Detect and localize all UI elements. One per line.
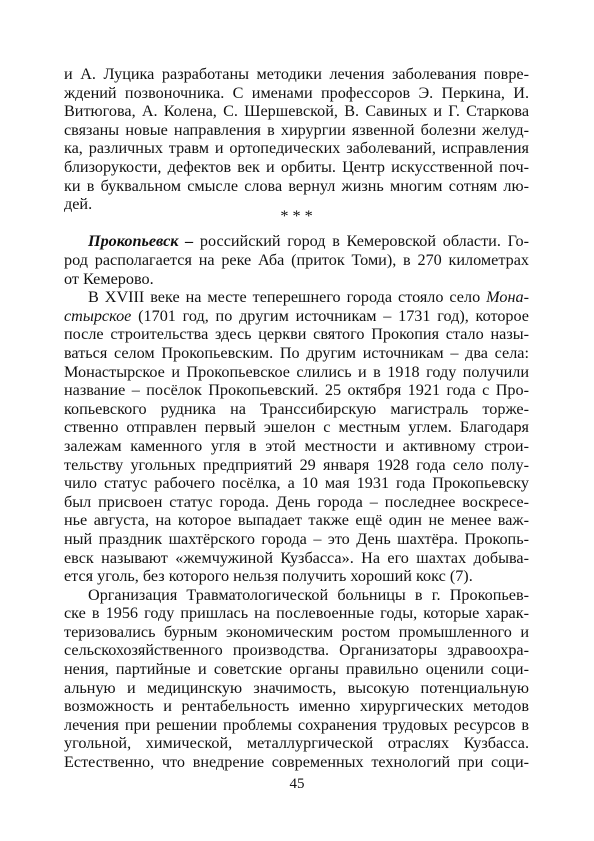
text-line: нье августа, на которое выпадает также ещё один не менее важ- — [64, 511, 529, 530]
text-fragment: (1701 год, по другим источникам – 1731 год), которое — [131, 306, 529, 325]
text-line — [64, 306, 529, 326]
text-line: возможность и рентабельность именно хирургических методов — [64, 697, 529, 716]
page-number: 45 — [289, 776, 305, 792]
text-line: близорукости, дефектов век и орбиты. Центр искусственной поч- — [64, 158, 529, 176]
text-line: ственно отправлен первый эшелон с местным углем. Благодаря — [64, 418, 529, 437]
text-line: ется уголь, без которого нельзя получить хороший кокс (7). — [64, 567, 473, 586]
text-line: нения, партийные и советские органы правильно оценили соци- — [64, 660, 529, 678]
text-line: залежам каменного угля в этой местности и активному строи- — [64, 436, 529, 455]
text-line — [88, 287, 529, 307]
text-line: ваться селом Прокопьевским. По другим источникам – два села: — [64, 343, 529, 362]
text-line: сельскохозяйственного производства. Организаторы здравоохра- — [64, 641, 529, 660]
italic-term: Мона- — [486, 288, 529, 307]
text-line: ске в 1956 году пришлась на послевоенные годы, которые харак- — [64, 604, 529, 623]
text-line: был присвоен статус города. День города – последнее воскресе- — [64, 492, 529, 511]
text-line: ка, различных травм и ортопедических заболеваний, исправления — [64, 139, 529, 158]
text-line: название – посёлок Прокопьевский. 25 октября 1921 года с Про- — [64, 381, 529, 400]
text-line: род располагается на реке Аба (приток Томи), в 270 километрах — [64, 250, 529, 269]
text-line: и А. Луцика разработаны методики лечения заболевания повре- — [64, 65, 529, 83]
text-line: евск называют «жемчужиной Кузбасса». На его шахтах добыва- — [64, 548, 529, 567]
text-line: Естественно, что внедрение современных технологий при соци- — [64, 753, 529, 771]
text-line: тельству угольных предприятий 29 января 1928 года село полу- — [64, 455, 529, 474]
text-line: копьевского рудника на Транссибирскую магистраль торже- — [64, 399, 529, 418]
text-line: Монастырское и Прокопьевское слились и в 1918 году получили — [64, 362, 529, 381]
text-line: связаны новые направления в хирургии язвенной болезни желуд- — [64, 120, 529, 139]
text-fragment: В XVIII веке на месте теперешнего города стояло село — [88, 288, 487, 307]
text-line — [88, 231, 529, 251]
text-line: от Кемерово. — [64, 269, 154, 288]
text-line: чило статус рабочего посёлка, а 10 мая 1931 года Прокопьевску — [64, 474, 529, 493]
text-line: после строительства здесь церкви святого Прокопия стало назы- — [64, 325, 529, 344]
term-prokopyevsk: Прокопьевск – — [88, 232, 194, 251]
section-separator: * * * — [280, 207, 313, 225]
text-line: Витюгова, А. Колена, С. Шершевской, В. Савиных и Г. Старкова — [64, 102, 529, 121]
text-line: альную и медицинскую значимость, высокую потенциальную — [64, 678, 529, 697]
text-fragment: российский город в Кемеровской области. Го- — [193, 232, 529, 251]
text-line: дей. — [64, 195, 93, 214]
text-line: ки в буквальном смысле слова вернул жизнь многим сотням лю- — [64, 176, 529, 195]
text-line: ждений позвоночника. С именами профессоров Э. Перкина, И. — [64, 83, 529, 102]
text-line: угольной, химической, металлургической отраслях Кузбасса. — [64, 734, 529, 753]
text-line: Организация Травматологической больницы в г. Прокопьев- — [88, 585, 529, 604]
italic-term: стырское — [64, 306, 132, 325]
text-line: теризовались бурным экономическим ростом промышленного и — [64, 622, 529, 641]
text-line: ный праздник шахтёрского города – это День шахтёра. Прокопь- — [64, 529, 529, 548]
text-line: лечения при решении проблемы сохранения трудовых ресурсов в — [64, 715, 529, 734]
